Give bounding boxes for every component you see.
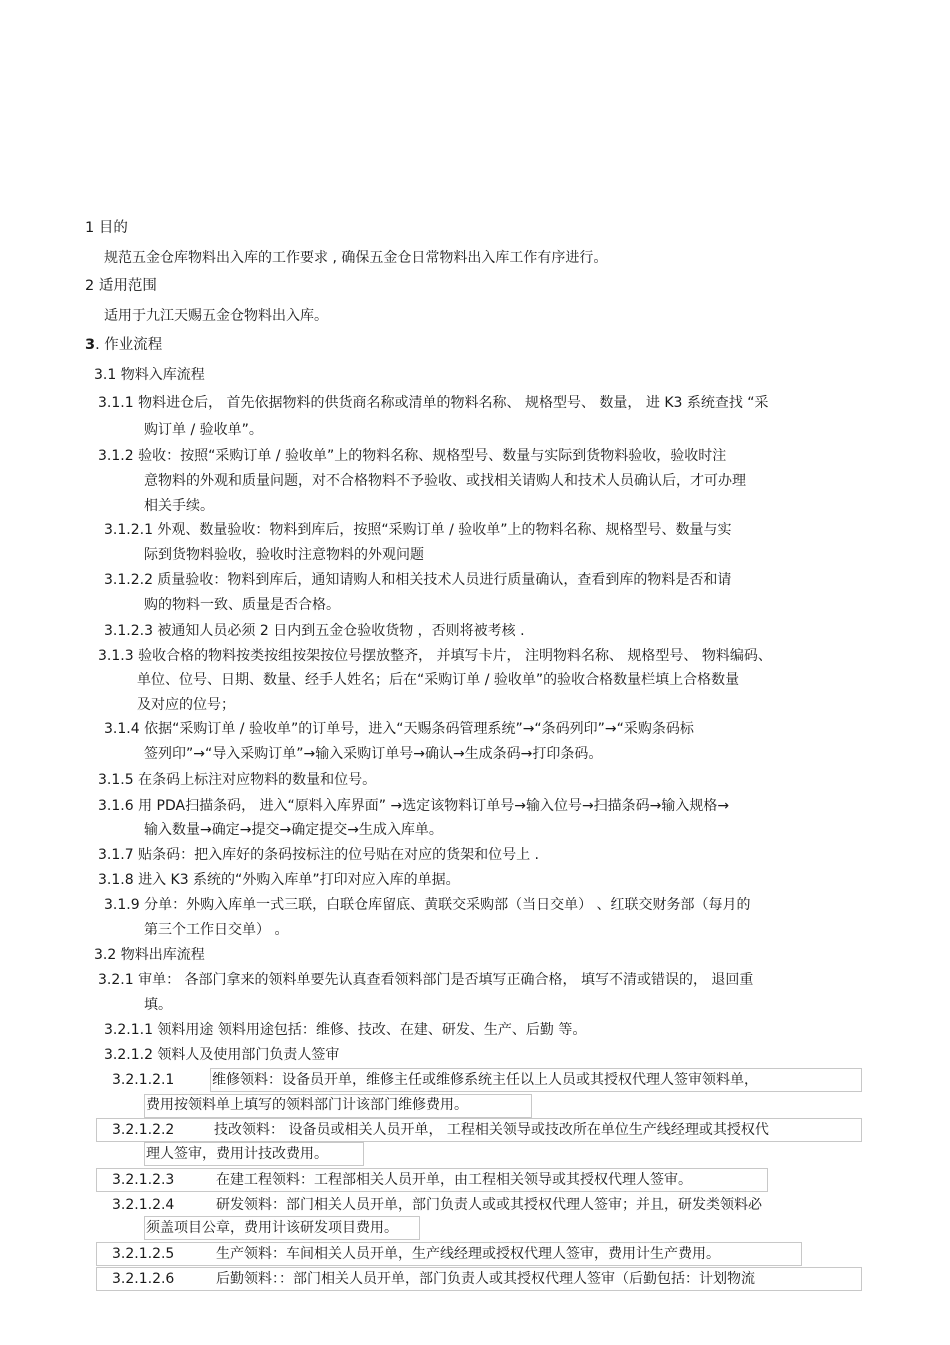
section-3-1-2-1-line-1: 3.1.2.1 外观、数量验收：物料到库后，按照“采购订单 / 验收单”上的物料名称、规格型号、数量与实	[104, 522, 732, 538]
section-3-2-1-1: 3.2.1.1 领料用途 领料用途包括：维修、技改、在建、研发、生产、后勤 等。	[104, 1022, 587, 1038]
section-3-2-1-2-6-line-1: 后勤领料：：部门相关人员开单，部门负责人或其授权代理人签审（后勤包括：计划物流	[216, 1271, 755, 1287]
section-3-2-1-2-6-number: 3.2.1.2.6	[112, 1271, 175, 1287]
section-3-2-1-2-1-number: 3.2.1.2.1	[112, 1072, 175, 1088]
section-3-1-2-3: 3.1.2.3 被通知人员必须 2 日内到五金仓验收货物 ，否则将被考核 .	[104, 623, 525, 639]
section-3-1-3-line-3: 及对应的位号；	[137, 697, 235, 713]
section-3-1-7: 3.1.7 贴条码：把入库好的条码按标注的位号贴在对应的货架和位号上 .	[98, 847, 539, 863]
section-3-1-4-line-1: 3.1.4 依据“采购订单 / 验收单”的订单号，进入“天赐条码管理系统”→“条码列印”→“采购条码标	[104, 721, 694, 737]
section-2-text: 适用于九江天赐五金仓物料出入库。	[104, 308, 328, 324]
section-3-1-2-1-line-2: 际到货物料验收，验收时注意物料的外观问题	[144, 547, 424, 563]
section-3-1-3-line-2: 单位、位号、日期、数量、经手人姓名；后在“采购订单 / 验收单”的验收合格数量栏填上合格数量	[137, 672, 740, 688]
section-3-1-4-line-2: 签列印”→“导入采购订单”→输入采购订单号→确认→生成条码→打印条码。	[144, 746, 603, 762]
section-3-2-1-2-1-line-2: 费用按领料单上填写的领料部门计该部门维修费用。	[146, 1097, 468, 1113]
section-3-2-1-2-5-line-1: 生产领料：车间相关人员开单，生产线经理或授权代理人签审，费用计生产费用。	[216, 1246, 720, 1262]
section-3-2-1-2-1-line-1: 维修领料：设备员开单，维修主任或维修系统主任以上人员或其授权代理人签审领料单，	[212, 1072, 758, 1088]
section-3-1-2-2-line-1: 3.1.2.2 质量验收：物料到库后，通知请购人和相关技术人员进行质量确认，查看到库的物料是否和请	[104, 572, 732, 588]
section-3-2-1-line-2: 填。	[144, 997, 172, 1013]
section-3-1: 3.1 物料入库流程	[94, 367, 205, 383]
section-3-2-1-2-2-line-2: 理人签审，费用计技改费用。	[146, 1146, 328, 1162]
section-3-1-9-line-1: 3.1.9 分单：外购入库单一式三联，白联仓库留底、黄联交采购部（当日交单） 、红联交财务部（每月的	[104, 897, 751, 913]
section-3-1-8: 3.1.8 进入 K3 系统的“外购入库单”打印对应入库的单据。	[98, 872, 460, 888]
section-3-1-2-line-1: 3.1.2 验收：按照“采购订单 / 验收单”上的物料名称、规格型号、数量与实际到货物料验收，验收时注	[98, 448, 727, 464]
section-3-1-1-line-1: 3.1.1 物料进仓后， 首先依据物料的供货商名称或清单的物料名称、 规格型号、 数量， 进 K3 系统查找 “采	[98, 395, 769, 411]
section-3-2-1-2-5-number: 3.2.1.2.5	[112, 1246, 175, 1262]
section-3-2: 3.2 物料出库流程	[94, 947, 205, 963]
section-3-2-1-line-1: 3.2.1 审单： 各部门拿来的领料单要先认真查看领料部门是否填写正确合格， 填写不清或错误的， 退回重	[98, 972, 754, 988]
section-3-2-1-2-4-line-1: 研发领料：部门相关人员开单，部门负责人或或其授权代理人签审；并且，研发类领料必	[216, 1197, 762, 1213]
section-3-1-6-line-2: 输入数量→确定→提交→确定提交→生成入库单。	[144, 822, 443, 838]
section-3-1-6-line-1: 3.1.6 用 PDA扫描条码， 进入“原料入库界面” →选定该物料订单号→输入位号→扫描条码→输入规格→	[98, 798, 730, 814]
section-3-2-1-2-2-number: 3.2.1.2.2	[112, 1122, 175, 1138]
section-3-label: . 作业流程	[95, 337, 163, 353]
section-3-1-2-line-2: 意物料的外观和质量问题，对不合格物料不予验收、或找相关请购人和技术人员确认后，才可办理	[144, 473, 746, 489]
section-3-1-1-line-2: 购订单 / 验收单”。	[144, 422, 263, 438]
section-3-2-1-2-2-line-1: 技改领料： 设备员或相关人员开单， 工程相关领导或技改所在单位生产线经理或其授权代	[214, 1122, 769, 1138]
section-3-2-1-2-3-number: 3.2.1.2.3	[112, 1172, 175, 1188]
section-3-2-1-2-3-line-1: 在建工程领料：工程部相关人员开单，由工程相关领导或其授权代理人签审。	[216, 1172, 692, 1188]
section-3-1-5: 3.1.5 在条码上标注对应物料的数量和位号。	[98, 772, 377, 788]
section-3-2-1-2: 3.2.1.2 领料人及使用部门负责人签审	[104, 1047, 340, 1063]
section-3-1-2-2-line-2: 购的物料一致、质量是否合格。	[144, 597, 340, 613]
section-2-title: 2 适用范围	[85, 278, 157, 294]
section-3-number: 3	[85, 337, 96, 353]
section-3-2-1-2-4-number: 3.2.1.2.4	[112, 1197, 175, 1213]
section-3-2-1-2-4-line-2: 须盖项目公章，费用计该研发项目费用。	[146, 1220, 398, 1236]
section-1-title: 1 目的	[85, 220, 128, 236]
section-1-text: 规范五金仓库物料出入库的工作要求 , 确保五金仓日常物料出入库工作有序进行。	[104, 250, 608, 266]
section-3-1-9-line-2: 第三个工作日交单） 。	[144, 922, 289, 938]
section-3-1-3-line-1: 3.1.3 验收合格的物料按类按组按架按位号摆放整齐， 并填写卡片， 注明物料名称、 规格型号、 物料编码、	[98, 648, 772, 664]
section-3-1-2-line-3: 相关手续。	[144, 498, 214, 514]
section-3-title	[85, 336, 162, 354]
